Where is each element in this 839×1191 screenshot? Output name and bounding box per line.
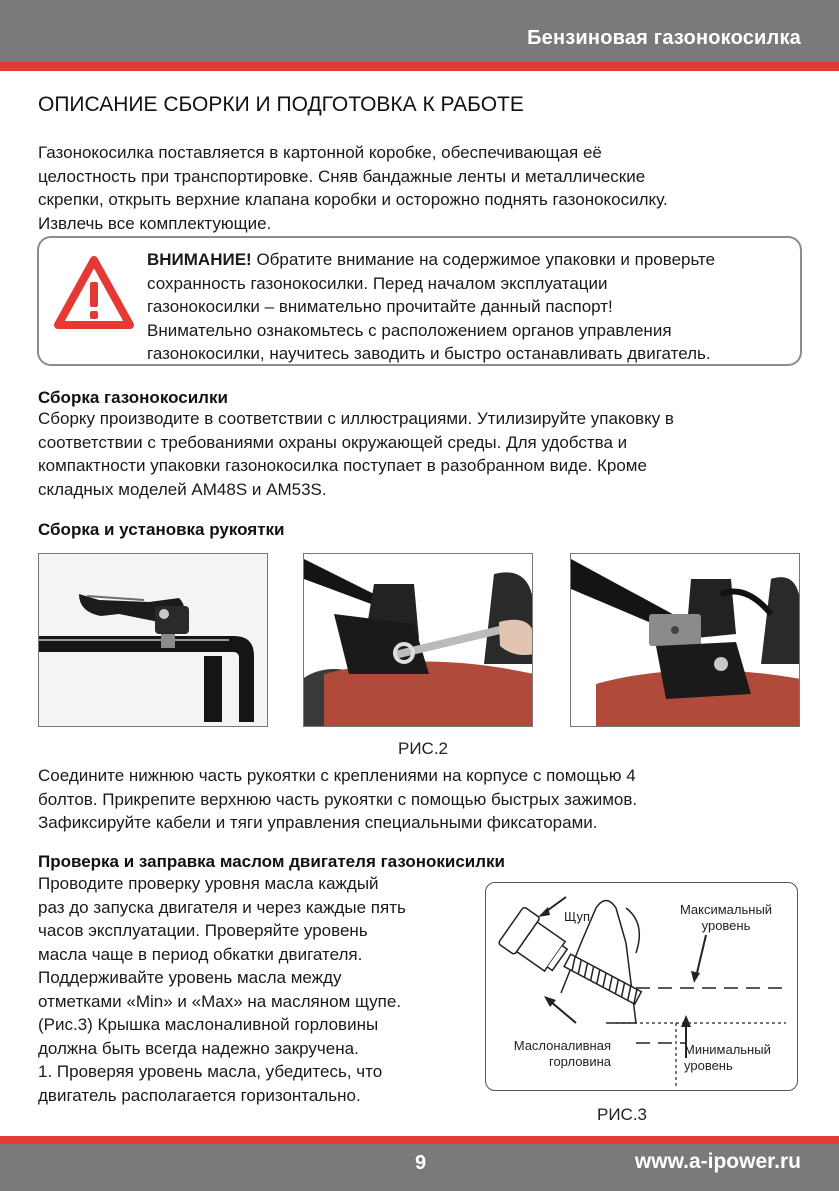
oil-line: раз до запуска двигателя и через каждые пять [38, 897, 406, 917]
intro-line: Извлечь все комплектующие. [38, 213, 272, 233]
max-level-line: Максимальный [679, 902, 773, 917]
intro-paragraph [38, 141, 668, 235]
oil-heading: Проверка и заправка маслом двигателя газонокисилки [38, 852, 506, 871]
header-accent-stripe [0, 62, 839, 71]
oil-line: масла чаще в период обкатки двигателя. [38, 944, 363, 964]
warning-box [37, 236, 802, 366]
warning-line: сохранность газонокосилки. Перед началом эксплуатации [147, 273, 608, 293]
oil-line: Проводите проверку уровня масла каждый [38, 874, 379, 893]
header-title: Бензиновая газонокосилка [527, 27, 801, 49]
handle-line: болтов. Прикрепите верхнюю часть рукоятки с помощью быстрых зажимов. [38, 789, 638, 809]
intro-line: целостность при транспортировке. Сняв бандажные ленты и металлические [38, 166, 646, 186]
figure-2-caption: РИС.2 [398, 739, 449, 758]
min-level-label [684, 1042, 771, 1074]
handle-line: Соедините нижнюю часть рукоятки с креплениями на корпусе с помощью 4 [38, 766, 636, 785]
warning-line: газонокосилки, научитесь заводить и быстро останавливать двигатель. [147, 344, 711, 363]
intro-line: Газонокосилка поставляется в картонной коробке, обеспечивающая её [38, 143, 602, 162]
page-number: 9 [415, 1152, 427, 1174]
handle-heading: Сборка и установка рукоятки [38, 520, 285, 539]
oil-line: должна быть всегда надежно закручена. [38, 1038, 359, 1058]
oil-level-diagram [485, 882, 798, 1091]
assembly-line: компактности упаковки газонокосилка поступает в разобранном виде. Кроме [38, 456, 647, 475]
dipstick-label: Щуп [564, 909, 591, 924]
oil-paragraph [38, 872, 406, 1107]
handle-clamp-photo [38, 553, 268, 727]
assembly-line: соответствии с требованиями охраны окружающей среды. Для удобства и [38, 432, 628, 452]
handle-paragraph [38, 764, 637, 835]
max-level-line: уровень [701, 918, 751, 933]
footer-accent-stripe [0, 1136, 839, 1144]
warning-line: газонокосилки – внимательно прочитайте данный паспорт! [147, 297, 613, 316]
figure-3-caption: РИС.3 [597, 1105, 648, 1124]
assembly-line: Сборку производите в соответствии с иллюстрациями. Утилизируйте упаковку в [38, 409, 674, 428]
website-link[interactable]: www.a-ipower.ru [634, 1150, 801, 1173]
warning-label: ВНИМАНИЕ! [147, 250, 252, 269]
min-level-line: Минимальный [684, 1042, 771, 1057]
handle-quick-clamp-photo [570, 553, 800, 727]
filler-neck-line: Маслоналивная [513, 1038, 611, 1053]
filler-neck-line: горловина [548, 1054, 611, 1069]
min-level-line: уровень [684, 1058, 733, 1073]
oil-line: (Рис.3) Крышка маслоналивной горловины [38, 1015, 379, 1034]
handle-line: Зафиксируйте кабели и тяги управления специальными фиксаторами. [38, 813, 598, 832]
filler-neck-label [496, 1038, 611, 1070]
assembly-heading: Сборка газонокосилки [38, 388, 228, 407]
warning-line: Внимательно ознакомьтесь с расположением органов управления [147, 320, 672, 340]
oil-line: отметками «Min» и «Max» на масляном щупе. [38, 991, 402, 1011]
oil-line: двигатель располагается горизонтально. [38, 1085, 361, 1105]
assembly-paragraph [38, 407, 674, 501]
oil-line: Поддерживайте уровень масла между [38, 968, 342, 987]
warning-text [147, 248, 797, 366]
max-level-label [666, 902, 786, 934]
handle-bolt-wrench-photo [303, 553, 533, 727]
oil-line: 1. Проверяя уровень масла, убедитесь, что [38, 1062, 383, 1081]
assembly-line: складных моделей AM48S и AM53S. [38, 479, 327, 499]
page-header [0, 0, 839, 62]
warning-triangle-icon [53, 255, 135, 336]
page-title: ОПИСАНИЕ СБОРКИ И ПОДГОТОВКА К РАБОТЕ [38, 93, 524, 116]
oil-line: часов эксплуатации. Проверяйте уровень [38, 921, 368, 940]
intro-line: скрепки, открыть верхние клапана коробки и осторожно поднять газонокосилку. [38, 190, 668, 209]
warning-line: Обратите внимание на содержимое упаковки и проверьте [251, 250, 716, 269]
